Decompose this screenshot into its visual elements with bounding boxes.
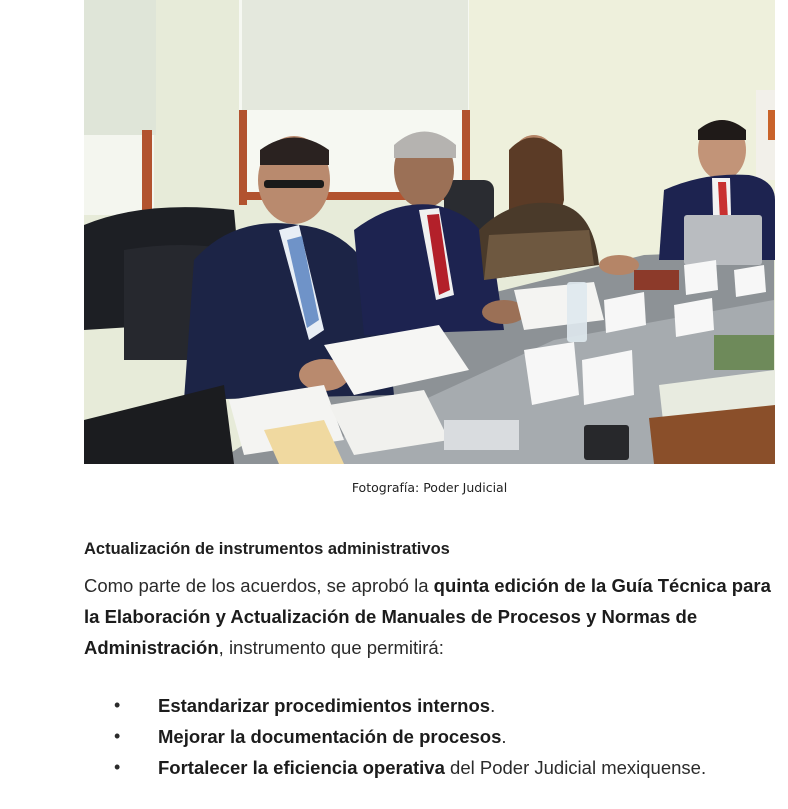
paragraph-bold: quinta edición de la Guía Técnica para la Elaboración y Actualización de Manuales de Procesos y Normas de Administración [84,575,771,658]
list-item [84,690,774,721]
intro-paragraph [84,570,774,663]
list-item-bold: Fortalecer la eficiencia operativa [158,757,445,778]
paragraph-tail: , instrumento que permitirá: [218,637,444,658]
meeting-photo [84,0,775,464]
section-title: Actualización de instrumentos administrativos [84,540,450,558]
meeting-photo-illustration [84,0,775,464]
benefits-list [84,690,774,783]
list-item-rest: . [490,695,496,716]
photo-caption: Fotografía: Poder Judicial [351,480,508,495]
list-item [84,721,774,752]
list-item-rest: del Poder Judicial mexiquense. [444,757,707,778]
bullet-icon: • [114,757,121,777]
bullet-icon: • [114,726,121,746]
list-item-bold: Mejorar la documentación de procesos [158,726,502,747]
list-item [84,752,774,783]
list-item-bold: Estandarizar procedimientos internos [158,695,491,716]
list-item-rest: . [501,726,507,747]
bullet-icon: • [114,695,121,715]
paragraph-lead: Como parte de los acuerdos, se aprobó la [84,575,434,596]
